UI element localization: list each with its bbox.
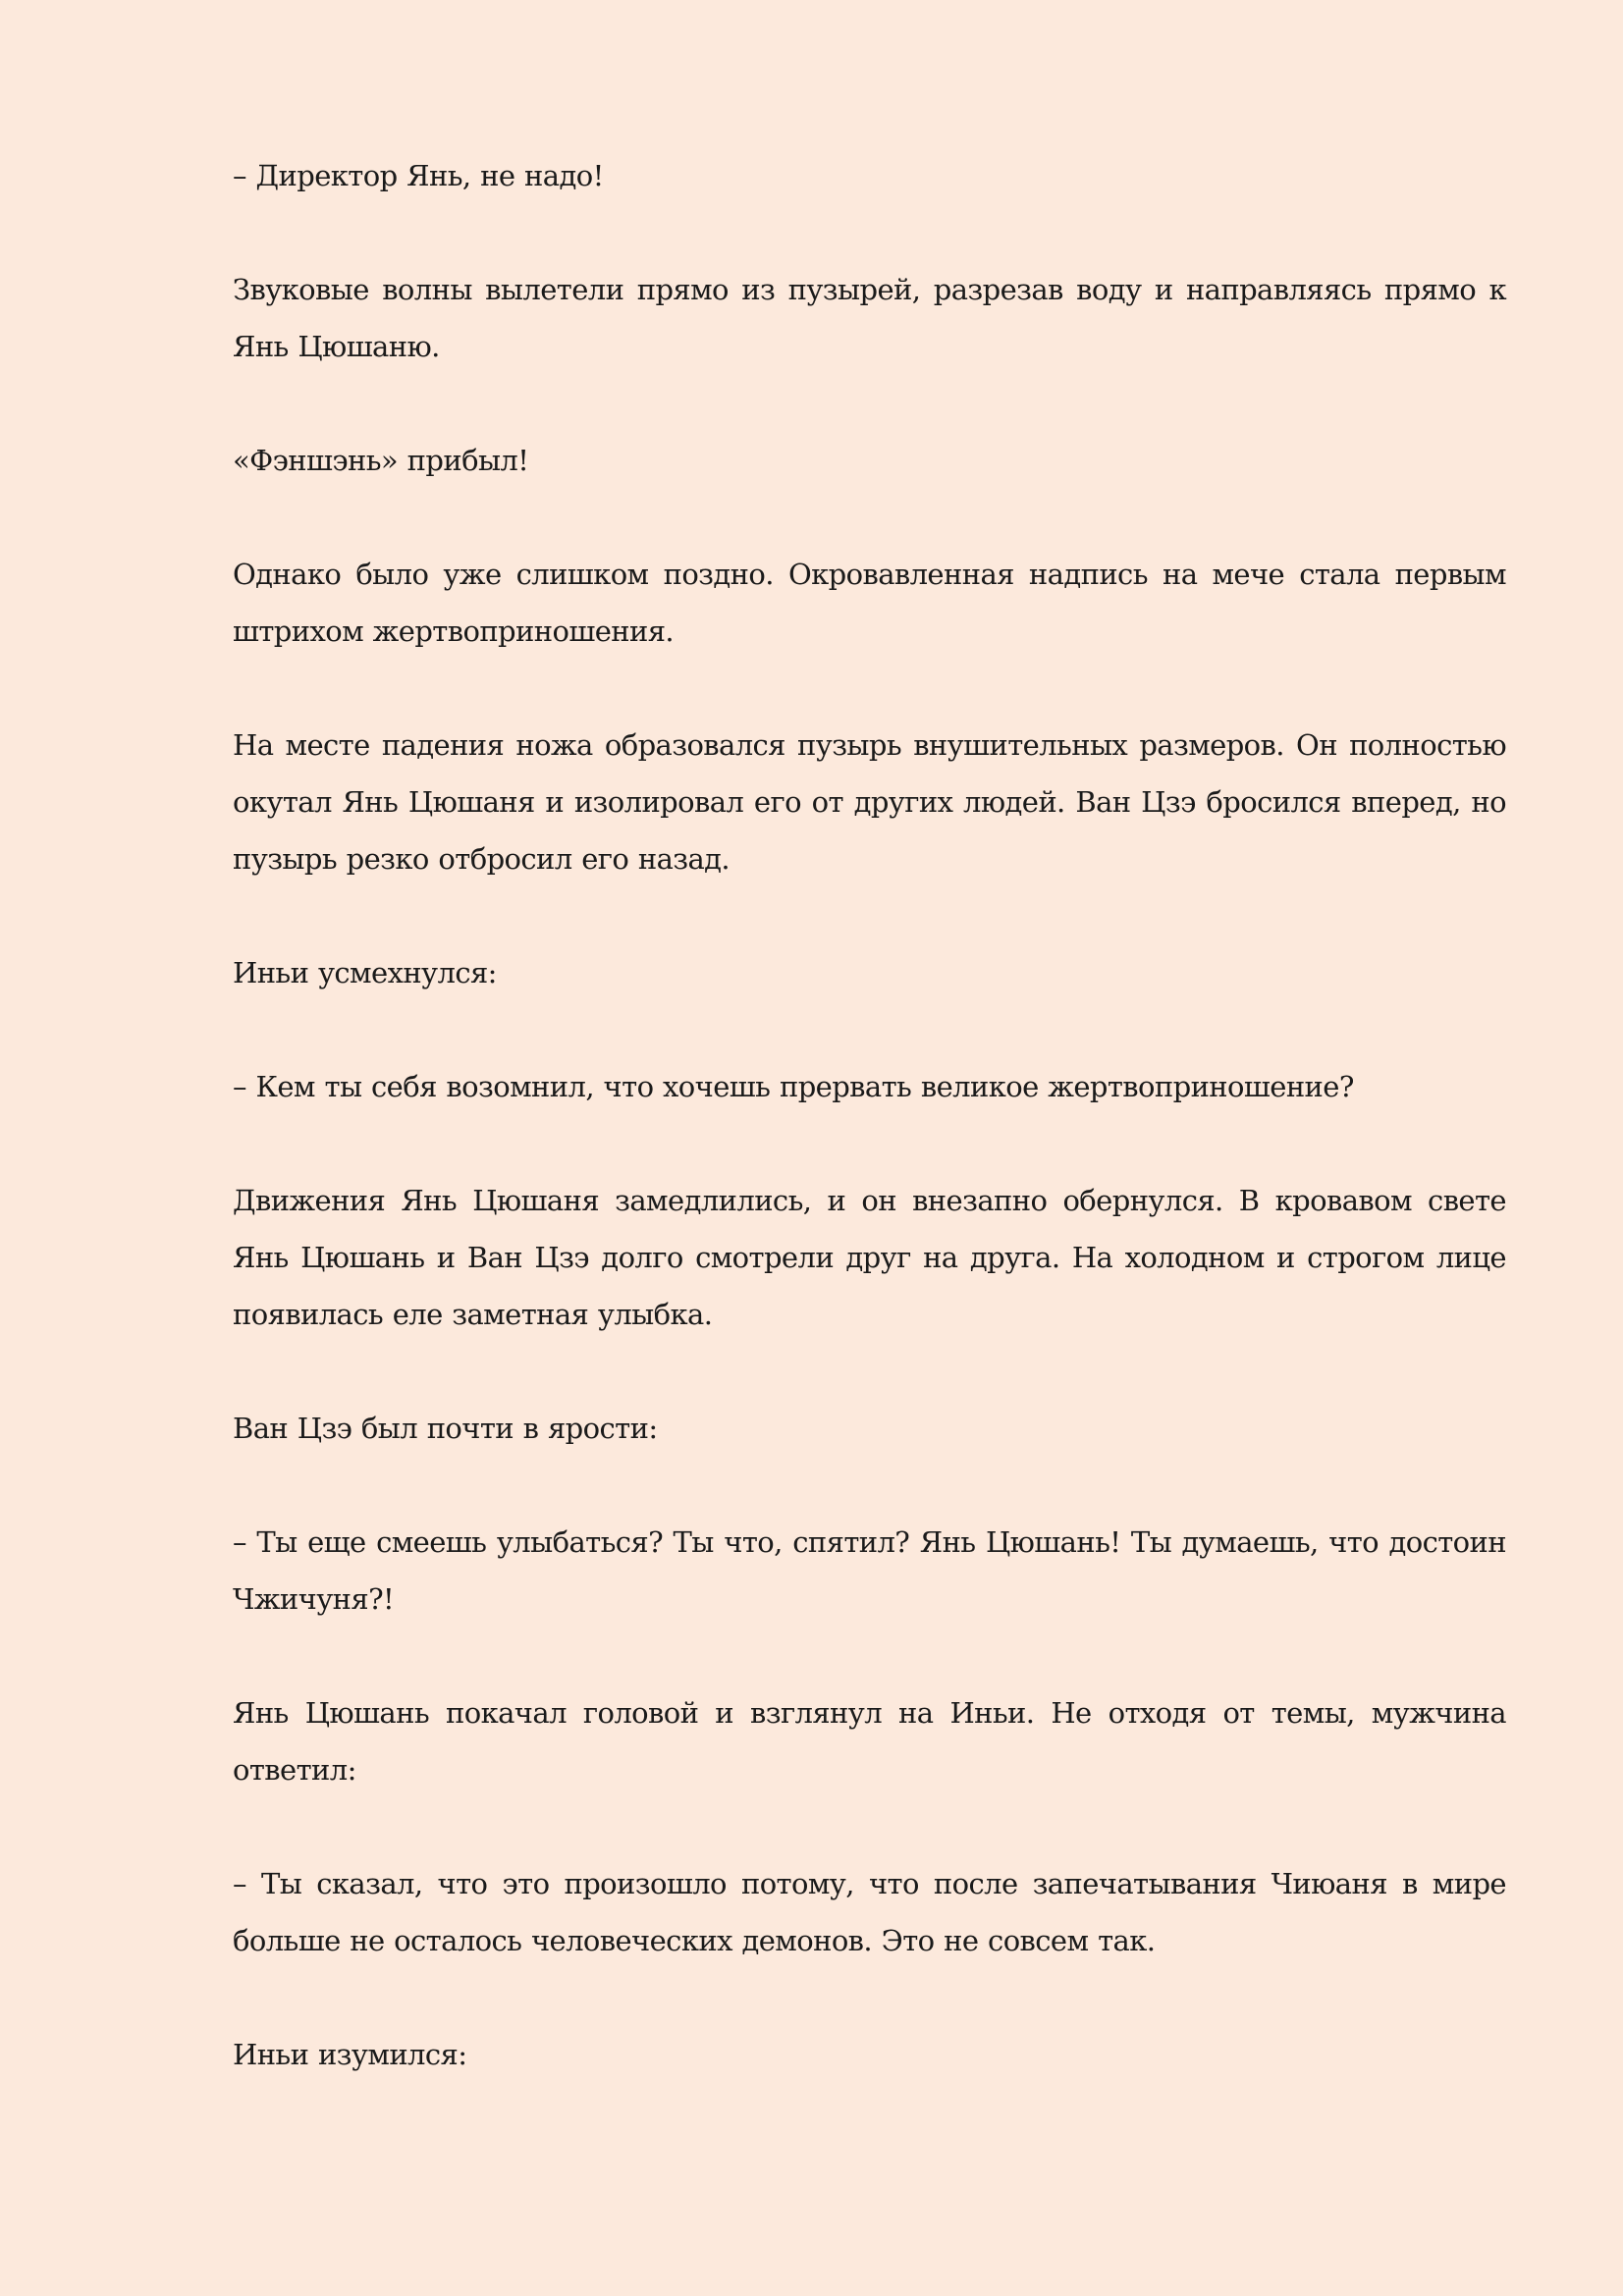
paragraph-6: Иньи усмехнулся: <box>233 956 497 989</box>
paragraph-2: Звуковые волны вылетели прямо из пузырей, разрезав воду и направляясь прямо к Янь Цюшаню. <box>233 273 1506 363</box>
document-page <box>233 147 1506 2083</box>
paragraph-13: Иньи изумился: <box>233 2038 467 2071</box>
paragraph-4: Однако было уже слишком поздно. Окровавленная надпись на мече стала первым штрихом жертвоприношения. <box>233 558 1506 648</box>
paragraph-3: «Фэншэнь» прибыл! <box>233 444 529 477</box>
paragraph-11: Янь Цюшань покачал головой и взглянул на Иньи. Не отходя от темы, мужчина ответил: <box>233 1696 1506 1787</box>
paragraph-9: Ван Цзэ был почти в ярости: <box>233 1412 658 1445</box>
paragraph-7: – Кем ты себя возомнил, что хочешь прервать великое жертвоприношение? <box>233 1070 1354 1103</box>
paragraph-12: – Ты сказал, что это произошло потому, что после запечатывания Чиюаня в мире больше не осталось человеческих демонов. Это не совсем так. <box>233 1867 1506 1957</box>
paragraph-5: На месте падения ножа образовался пузырь внушительных размеров. Он полностью окутал Янь Цюшаня и изолировал его от других людей. Ван Цзэ бросился вперед, но пузырь резко отбросил его назад. <box>233 728 1506 876</box>
paragraph-1: – Директор Янь, не надо! <box>233 159 604 192</box>
paragraph-8: Движения Янь Цюшаня замедлились, и он внезапно обернулся. В кровавом свете Янь Цюшань и Ван Цзэ долго смотрели друг на друга. На холодном и строгом лице появилась еле заметная улыбка. <box>233 1184 1506 1331</box>
paragraph-10: – Ты еще смеешь улыбаться? Ты что, спятил? Янь Цюшань! Ты думаешь, что достоин Чжичуня?! <box>233 1525 1506 1616</box>
